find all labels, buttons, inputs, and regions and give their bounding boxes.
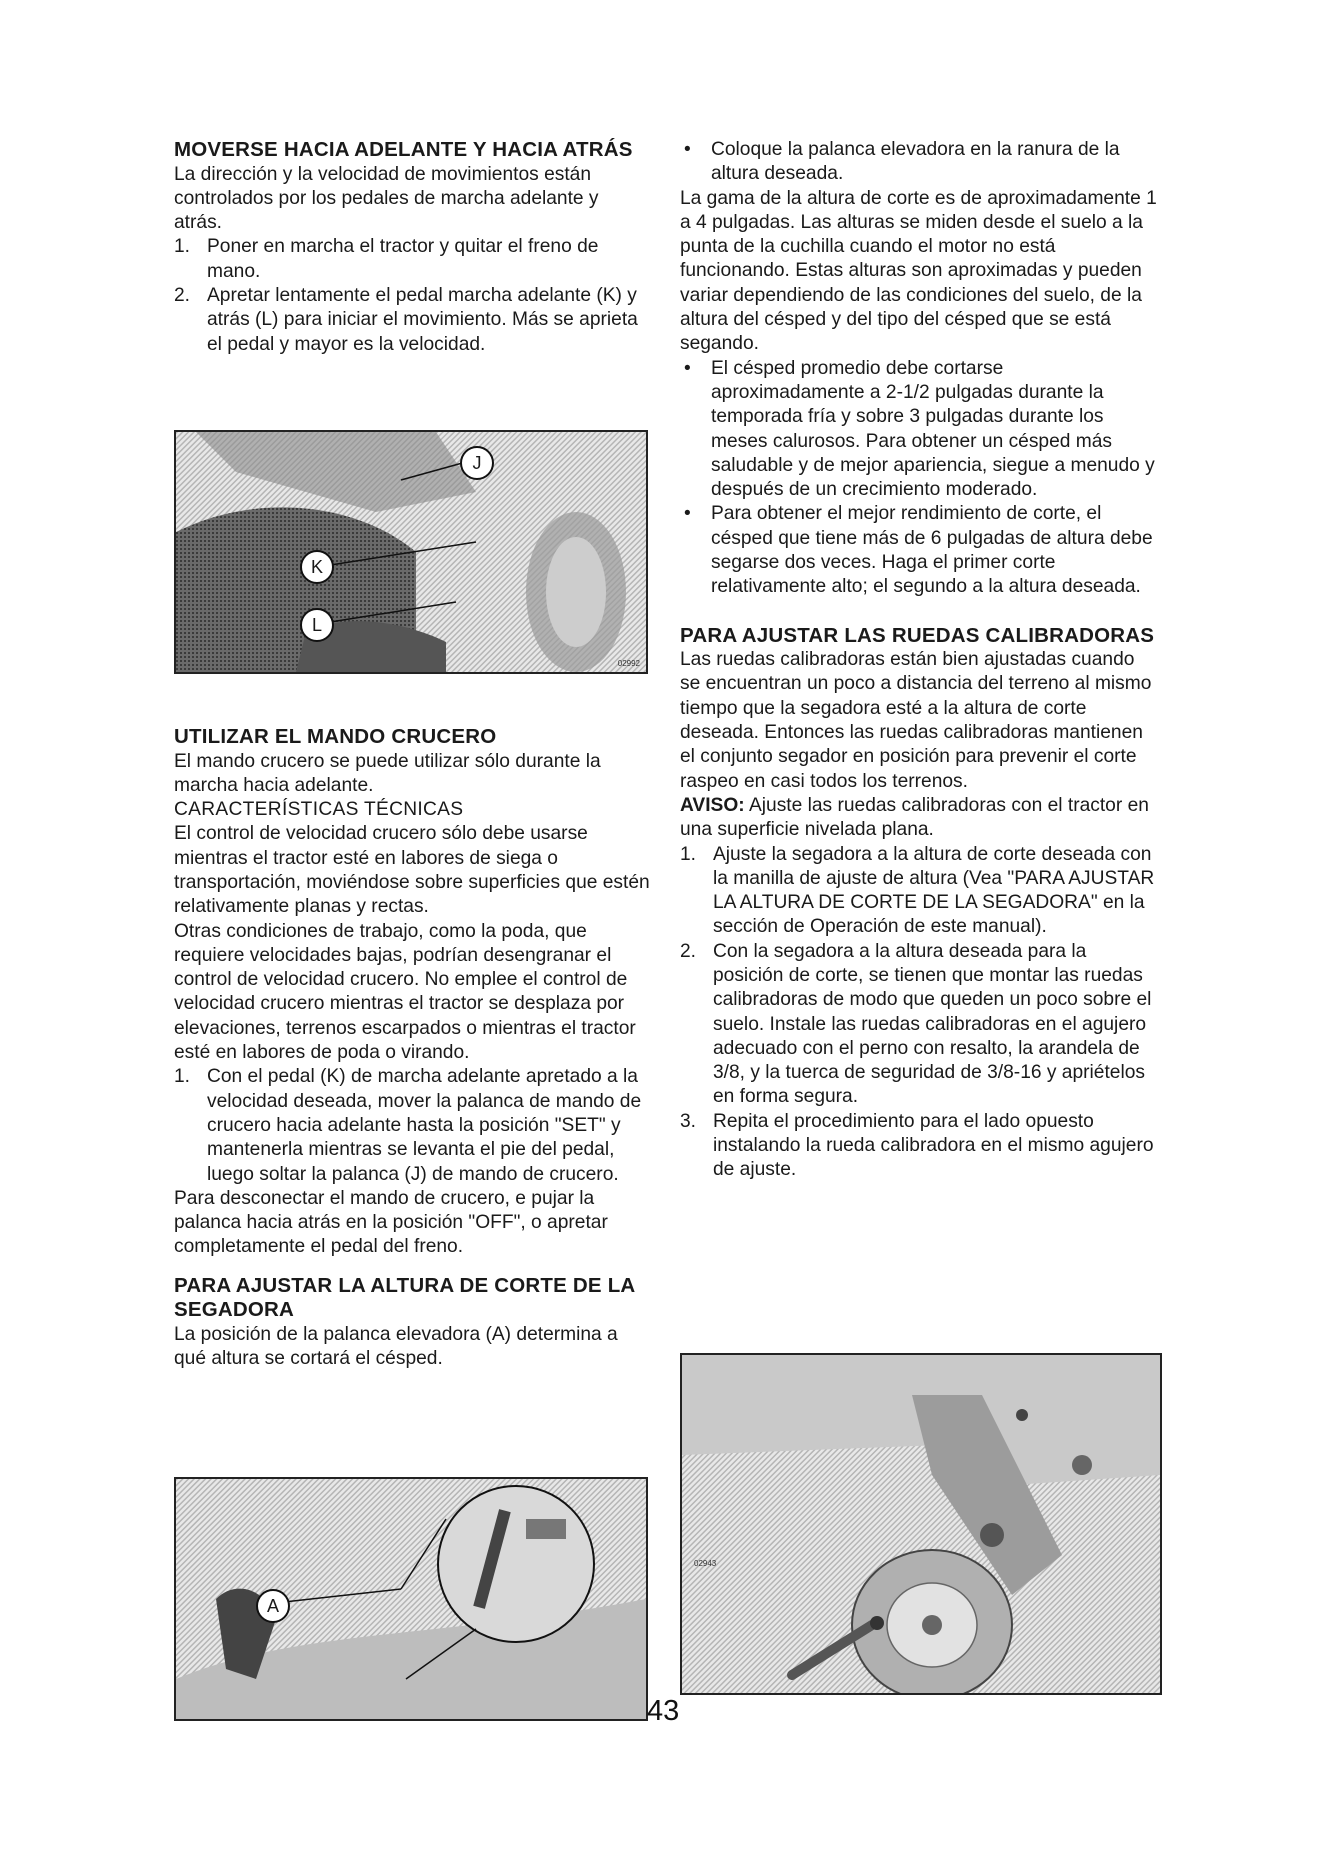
list-item: 1. Poner en marcha el tractor y quitar el freno de mano. (174, 236, 599, 282)
left-column-lower (174, 725, 650, 1371)
cruise-p4: Para desconectar el mando de crucero, e pujar la palanca hacia atrás en la posición "OFF", o apretar completamente el pedal del freno. (174, 1187, 608, 1258)
cruise-subtitle: CARACTERÍSTICAS TÉCNICAS (174, 799, 464, 821)
callout-l: L (300, 608, 334, 642)
section-title-forward-reverse: MOVERSE HACIA ADELANTE Y HACIA ATRÁS (174, 138, 633, 161)
callout-j: J (460, 446, 494, 480)
callout-a: A (256, 1589, 290, 1623)
callout-k: K (300, 550, 334, 584)
page-number: 43 (647, 1695, 680, 1727)
cruise-steps (174, 1065, 650, 1186)
section-title-gauge-wheels: PARA AJUSTAR LAS RUEDAS CALIBRADORAS (680, 623, 1155, 647)
cruise-p1: El mando crucero se puede utilizar sólo durante la marcha hacia adelante. (174, 750, 601, 796)
cruise-p2: El control de velocidad crucero sólo debe usarse mientras el tractor esté en labores de siega o transportación, moviéndose sobre superficies que estén relativamente planas y rectas. (174, 823, 650, 918)
list-item: 3. Repita el procedimiento para el lado opuesto instalando la rueda calibradora en el mismo agujero de ajuste. (680, 1110, 1154, 1181)
forward-reverse-steps (174, 235, 650, 356)
cut-range-paragraph: La gama de la altura de corte es de aproximadamente 1 a 4 pulgadas. Las alturas se miden desde el suelo a la punta de la cuchilla cuando el motor no está funcionando. Estas alturas son aproximadas y pueden variar dependiendo de las condiciones del suelo, de la altura del césped y del tipo del césped que se está segando. (680, 187, 1157, 355)
list-item: 1. Ajuste la segadora a la altura de corte deseada con la manilla de ajuste de altura (Vea "PARA AJUSTAR LA ALTURA DE CORTE DE LA SEGADORA" en la sección de Operación de este manual). (680, 843, 1155, 938)
figure-lift-lever (174, 1477, 648, 1721)
list-item: 2. Apretar lentamente el pedal marcha adelante (K) y atrás (L) para iniciar el movimiento. Más se aprieta el pedal y mayor es la velocidad. (174, 284, 638, 355)
list-item: 2. Con la segadora a la altura deseada para la posición de corte, se tienen que montar las ruedas calibradoras de modo que queden un poco sobre el suelo. Instale las ruedas calibradoras en el agujero adecuado con el perno con resalto, la arandela de 3/8, y la tuerca de seguridad de 3/8-16 y apriételos en forma segura. (680, 940, 1152, 1108)
left-column (174, 138, 650, 357)
list-item: 1. Con el pedal (K) de marcha adelante apretado a la velocidad deseada, mover la palanca de mando de crucero hacia adelante hasta la posición "SET" y mantenerla mientras se levanta el pie del pedal, luego soltar la palanca (J) de mando de crucero. (174, 1066, 642, 1185)
figure-code: 02992 (617, 659, 640, 668)
figure-pedals (174, 430, 648, 674)
gauge-wheel-steps (680, 843, 1158, 1183)
cruise-p3: Otras condiciones de trabajo, como la poda, que requiere velocidades bajas, podrían desengranar el control de velocidad crucero. No emplee el control de velocidad crucero mientras el tractor se desplaza por elevaciones, terrenos escarpados o mientras el tractor esté en labores de poda o virando. (174, 920, 636, 1064)
list-item: • Coloque la palanca elevadora en la ranura de la altura deseada. (684, 139, 1120, 185)
gauge-wheels-p1: Las ruedas calibradoras están bien ajustadas cuando se encuentran un poco a distancia del terreno al mismo tiempo que la segadora esté a la altura de corte deseada. Entonces las ruedas calibradoras mantienen el conjunto segador en posición para prevenir el corte raspeo en casi todos los terrenos. (680, 649, 1152, 792)
cut-height-p1: La posición de la palanca elevadora (A) determina a qué altura se cortará el césped. (174, 1323, 618, 1370)
figure-gauge-wheel (680, 1353, 1162, 1695)
notice: AVISO: Ajuste las ruedas calibradoras con el tractor en una superficie nivelada plana. (680, 794, 1149, 841)
section-title-cut-height: PARA AJUSTAR LA ALTURA DE CORTE DE LA SEGADORA (174, 1273, 635, 1322)
bullet-list-2 (680, 357, 1158, 600)
bullet-list-1 (680, 138, 1158, 187)
list-item: • El césped promedio debe cortarse aproximadamente a 2-1/2 pulgadas durante la temporada fría y sobre 3 pulgadas durante los meses calurosos. Para obtener un césped más saludable y de mejor apariencia, siegue a menudo y después de un crecimiento moderado. (684, 357, 1155, 501)
right-column (680, 138, 1158, 1183)
list-item: • Para obtener el mejor rendimiento de corte, el césped que tiene más de 6 pulgadas de altura debe segarse dos veces. Haga el primer corte relativamente alto; el segundo a la altura deseada. (684, 503, 1153, 598)
forward-reverse-intro: La dirección y la velocidad de movimientos están controlados por los pedales de marcha adelante y atrás. (174, 163, 599, 234)
figure-code: 02943 (694, 1559, 717, 1568)
section-title-cruise: UTILIZAR EL MANDO CRUCERO (174, 725, 497, 748)
